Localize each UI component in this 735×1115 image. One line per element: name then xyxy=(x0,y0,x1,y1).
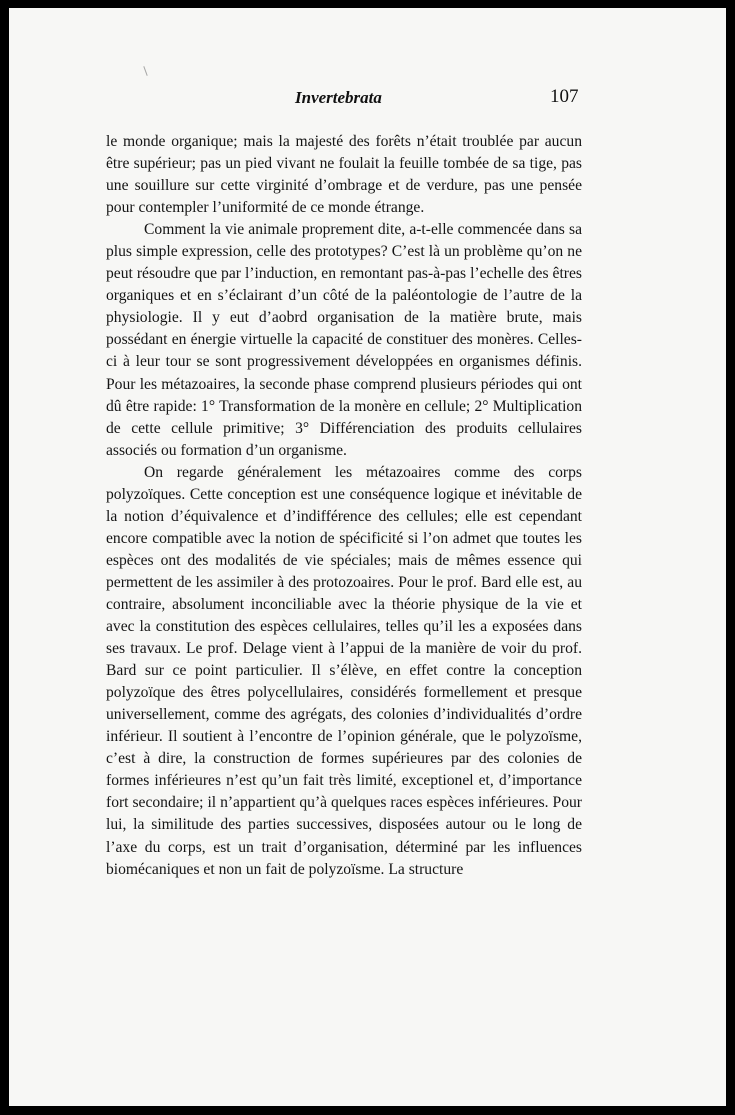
page-header xyxy=(9,88,726,118)
paragraph-2: Comment la vie animale proprement dite, a-t-elle commencée dans sa plus simple expression, celle des prototypes? C’est là un problème qu’on ne peut résoudre que par l’induction, en remontant pas-à-pas l’echelle des êtres organiques et en s’éclairant d’un côté de la paléontologie de l’autre de la physiologie. Il y eut d’aobrd organisation de la matière brute, mais possédant en énergie virtuelle la capacité de constituer des monères. Celles-ci à leur tour se sont progressivement développées en organismes définis. Pour les métazoaires, la seconde phase comprend plusieurs périodes qui ont dû être rapide: 1° Transformation de la monère en cellule; 2° Multiplication de cette cellule primitive; 3° Différenciation des produits cellulaires associés ou formation d’un organisme. xyxy=(106,221,582,459)
scan-artifact xyxy=(143,66,147,76)
page-body xyxy=(106,131,582,881)
page-number: 107 xyxy=(550,86,579,107)
running-title: Invertebrata xyxy=(295,88,382,107)
paragraph-3: On regarde généralement les métazoaires comme des corps polyzoïques. Cette conception est une conséquence logique et inévitable de la notion d’équivalence et d’indifférence des cellules; elle est cependant encore compatible avec la notion de spécificité si l’on admet que toutes les espèces ont des modalités de vie spéciales; mais de mêmes essence qui permettent de les assimiler à des protozoaires. Pour le prof. Bard elle est, au contraire, absolument inconciliable avec la théorie physique de la vie et avec la constitution des espèces cellulaires, telles qu’il les a exposées dans ses travaux. Le prof. Delage vient à l’appui de la manière de voir du prof. Bard sur ce point particulier. Il s’élève, en effet contre la conception polyzoïque des êtres polycellulaires, considérés formellement et presque universellement, comme des agrégats, des colonies d’individualités d’ordre inférieur. Il soutient à l’encontre de l’opinion générale, que le polyzoïsme, c’est à dire, la construction de formes supérieures par des colonies de formes inférieures n’est qu’un fait très limité, exceptionel et, d’importance fort secondaire; il n’appartient qu’à quelques races espèces inférieures. Pour lui, la similitude des parties successives, disposées autour ou le long de l’axe du corps, est un trait d’organisation, déterminé par les influences biomécaniques et non un fait de polyzoïsme. La structure xyxy=(106,463,582,878)
paragraph-1: le monde organique; mais la majesté des forêts n’était troublée par aucun être supérieur; pas un pied vivant ne foulait la feuille tombée de sa tige, pas une souillure sur cette virginité d’ombrage et de verdure, pas une pensée pour contempler l’uniformité de ce monde étrange. xyxy=(106,133,582,217)
book-page xyxy=(9,8,726,1106)
